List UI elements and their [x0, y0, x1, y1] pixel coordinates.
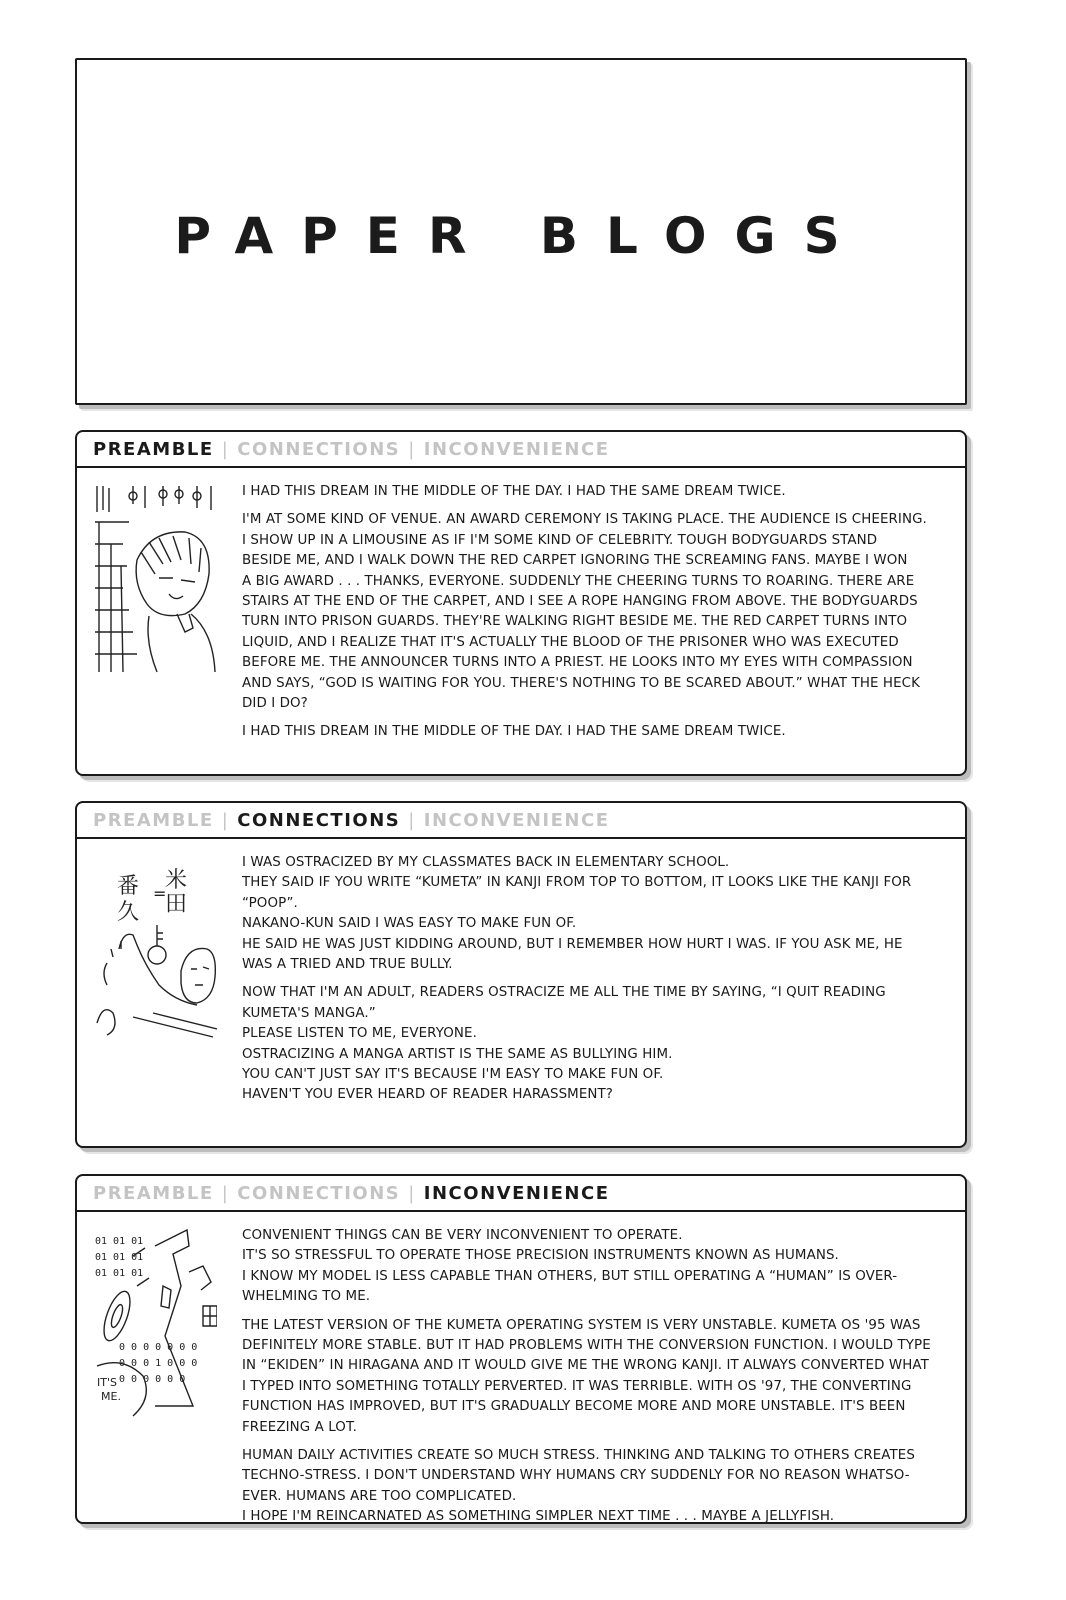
text-line: I WAS OSTRACIZED BY MY CLASSMATES BACK IN ELEMENTARY SCHOOL.: [242, 855, 730, 870]
text-line: DID I DO?: [242, 696, 308, 712]
section-text: [242, 482, 947, 751]
section-connections: [75, 801, 967, 1148]
paragraph: [242, 983, 947, 1105]
tab-connections: CONNECTIONS: [237, 809, 401, 831]
text-line: FREEZING A LOT.: [242, 1419, 357, 1435]
text-line: WHELMING TO ME.: [242, 1289, 371, 1305]
robot-illustration: [93, 1226, 217, 1418]
text-line: DEFINITELY MORE STABLE. BUT IT HAD PROBLEMS WITH THE CONVERSION FUNCTION. I WOULD TYPE: [242, 1338, 931, 1354]
kanji-hisa: 久: [117, 900, 140, 925]
paragraph: [242, 510, 947, 714]
text-line: WAS A TRIED AND TRUE BULLY.: [242, 957, 453, 973]
text-line: I KNOW MY MODEL IS LESS CAPABLE THAN OTHERS, BUT STILL OPERATING A “HUMAN” IS OVER-: [242, 1268, 898, 1284]
text-line: BESIDE ME, AND I WALK DOWN THE RED CARPET IGNORING THE SCREAMING FANS. MAYBE I WON: [242, 553, 908, 569]
text-line: TURN INTO PRISON GUARDS. THEY'RE WALKING RIGHT BESIDE ME. THE RED CARPET TURNS INTO: [242, 614, 908, 630]
title-box: [75, 58, 967, 405]
binary-row: 0 0 0 1 0 0 0: [119, 1358, 198, 1369]
kanji-bully-illustration: [93, 853, 217, 1045]
text-line: EVER. HUMANS ARE TOO COMPLICATED.: [242, 1488, 517, 1504]
text-line: THEY SAID IF YOU WRITE “KUMETA” IN KANJI FROM TOP TO BOTTOM, IT LOOKS LIKE THE KANJI FOR: [242, 875, 912, 891]
tab-connections: CONNECTIONS: [237, 1182, 401, 1204]
section-tabs: PREAMBLE | CONNECTIONS | INCONVENIENCE: [77, 432, 965, 468]
caption-line: IT'S: [97, 1376, 117, 1389]
paragraph: [242, 1446, 947, 1528]
text-line: IT'S SO STRESSFUL TO OPERATE THOSE PRECISION INSTRUMENTS KNOWN AS HUMANS.: [242, 1248, 839, 1264]
section-text: [242, 853, 947, 1114]
text-line: I HAD THIS DREAM IN THE MIDDLE OF THE DAY. I HAD THE SAME DREAM TWICE.: [242, 484, 786, 499]
page-title: PAPER BLOGS: [174, 207, 868, 265]
text-line: I HOPE I'M REINCARNATED AS SOMETHING SIMPLER NEXT TIME . . . MAYBE A JELLYFISH.: [242, 1509, 835, 1525]
text-line: KUMETA'S MANGA.”: [242, 1005, 376, 1021]
text-line: HE SAID HE WAS JUST KIDDING AROUND, BUT I REMEMBER HOW HURT I WAS. IF YOU ASK ME, HE: [242, 936, 903, 952]
paragraph: [242, 482, 947, 502]
binary-row: 0 0 0 0 0 0 0: [119, 1342, 198, 1353]
tab-inconvenience: INCONVENIENCE: [423, 1182, 610, 1204]
text-line: HAVEN'T YOU EVER HEARD OF READER HARASSMENT?: [242, 1087, 613, 1103]
dream-illustration: [93, 482, 217, 674]
kanji-ta: 田: [165, 892, 188, 917]
text-line: CONVENIENT THINGS CAN BE VERY INCONVENIENT TO OPERATE.: [242, 1228, 683, 1243]
text-line: YOU CAN'T JUST SAY IT'S BECAUSE I'M EASY TO MAKE FUN OF.: [242, 1067, 664, 1083]
text-line: “POOP”.: [242, 895, 298, 911]
caption-line: ME.: [101, 1390, 121, 1403]
section-tabs: PREAMBLE | CONNECTIONS | INCONVENIENCE: [77, 1176, 965, 1212]
text-line: THE LATEST VERSION OF THE KUMETA OPERATING SYSTEM IS VERY UNSTABLE. KUMETA OS '95 WAS: [242, 1317, 921, 1333]
tab-connections: CONNECTIONS: [237, 438, 401, 460]
kanji-equals: =: [153, 884, 167, 903]
section-text: [242, 1226, 947, 1536]
text-line: TECHNO-STRESS. I DON'T UNDERSTAND WHY HUMANS CRY SUDDENLY FOR NO REASON WHATSO-: [242, 1468, 910, 1484]
tab-inconvenience: INCONVENIENCE: [423, 809, 610, 831]
text-line: IN “EKIDEN” IN HIRAGANA AND IT WOULD GIVE ME THE WRONG KANJI. IT ALWAYS CONVERTED WHAT: [242, 1358, 929, 1374]
section-tabs: PREAMBLE | CONNECTIONS | INCONVENIENCE: [77, 803, 965, 839]
text-line: I'M AT SOME KIND OF VENUE. AN AWARD CEREMONY IS TAKING PLACE. THE AUDIENCE IS CHEERING.: [242, 512, 927, 528]
text-line: LIQUID, AND I REALIZE THAT IT'S ACTUALLY THE BLOOD OF THE PRISONER WHO WAS EXECUTED: [242, 634, 899, 650]
text-line: I HAD THIS DREAM IN THE MIDDLE OF THE DAY. I HAD THE SAME DREAM TWICE.: [242, 724, 786, 740]
text-line: NAKANO-KUN SAID I WAS EASY TO MAKE FUN OF.: [242, 916, 577, 932]
paragraph: [242, 1226, 947, 1308]
section-preamble: [75, 430, 967, 776]
binary-row: 01 01 01: [95, 1252, 144, 1263]
paragraph: [242, 722, 947, 742]
tab-preamble: PREAMBLE: [93, 438, 214, 460]
text-line: BEFORE ME. THE ANNOUNCER TURNS INTO A PRIEST. HE LOOKS INTO MY EYES WITH COMPASSION: [242, 655, 913, 671]
text-line: I TYPED INTO SOMETHING TOTALLY PERVERTED. IT WAS TERRIBLE. WITH OS '97, THE CONVERTING: [242, 1378, 912, 1394]
text-line: HUMAN DAILY ACTIVITIES CREATE SO MUCH STRESS. THINKING AND TALKING TO OTHERS CREATES: [242, 1448, 915, 1464]
binary-row: 0 0 0 0 0 0: [119, 1374, 186, 1385]
text-line: AND SAYS, “GOD IS WAITING FOR YOU. THERE'S NOTHING TO BE SCARED ABOUT.” WHAT THE HECK: [242, 675, 920, 691]
text-line: PLEASE LISTEN TO ME, EVERYONE.: [242, 1026, 477, 1042]
text-line: STAIRS AT THE END OF THE CARPET, AND I SEE A ROPE HANGING FROM ABOVE. THE BODYGUARDS: [242, 594, 918, 610]
tab-inconvenience: INCONVENIENCE: [423, 438, 610, 460]
text-line: NOW THAT I'M AN ADULT, READERS OSTRACIZE ME ALL THE TIME BY SAYING, “I QUIT READING: [242, 985, 886, 1001]
section-inconvenience: [75, 1174, 967, 1524]
text-line: OSTRACIZING A MANGA ARTIST IS THE SAME AS BULLYING HIM.: [242, 1046, 673, 1062]
binary-row: 01 01 01: [95, 1268, 144, 1279]
paragraph: [242, 853, 947, 975]
tab-preamble: PREAMBLE: [93, 1182, 214, 1204]
text-line: FUNCTION HAS IMPROVED, BUT IT'S GRADUALLY BECOME MORE AND MORE UNSTABLE. IT'S BEEN: [242, 1399, 906, 1415]
kanji-ban: 番: [117, 874, 140, 899]
binary-row: 01 01 01: [95, 1236, 144, 1247]
text-line: I SHOW UP IN A LIMOUSINE AS IF I'M SOME KIND OF CELEBRITY. TOUGH BODYGUARDS STAND: [242, 532, 878, 548]
paragraph: [242, 1316, 947, 1438]
text-line: A BIG AWARD . . . THANKS, EVERYONE. SUDDENLY THE CHEERING TURNS TO ROARING. THERE ARE: [242, 573, 915, 589]
tab-preamble: PREAMBLE: [93, 809, 214, 831]
kanji-kome: 米: [165, 868, 188, 893]
